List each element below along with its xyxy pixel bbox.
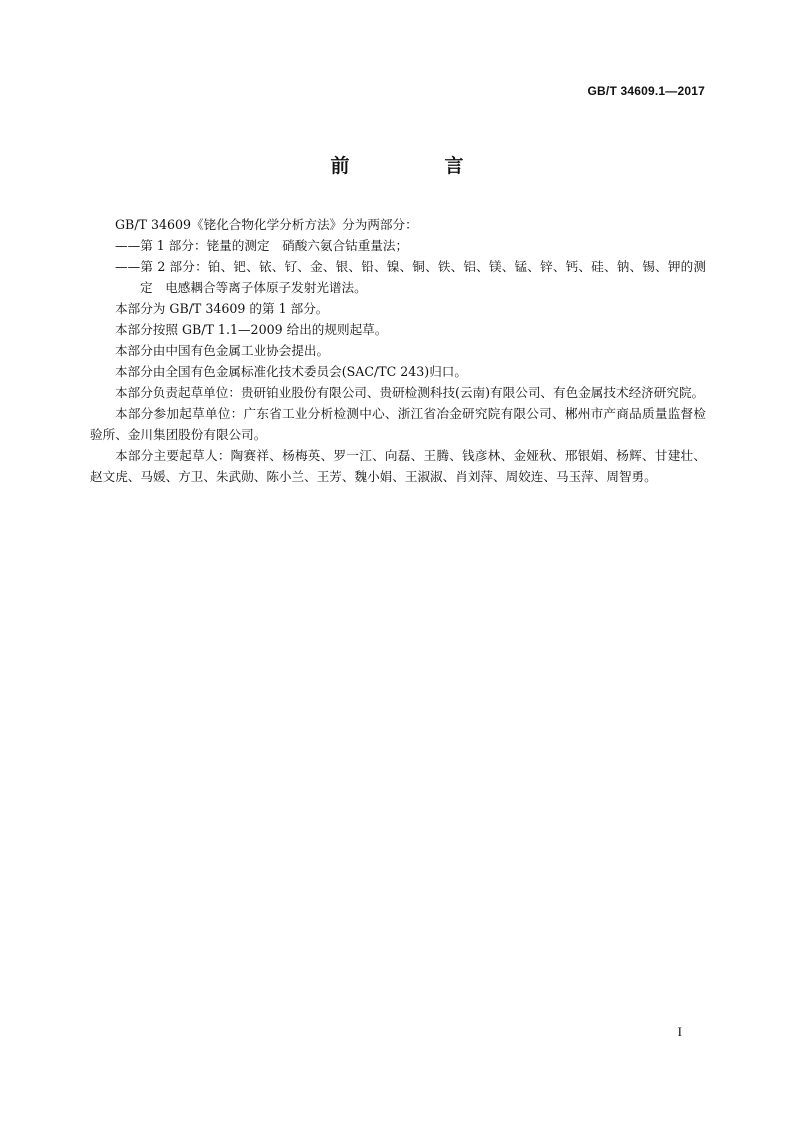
list-item-part-1: ——第 1 部分：铑量的测定 硝酸六氨合钴重量法； [115,238,409,253]
paragraph-proposed-by: 本部分由中国有色金属工业协会提出。 [115,343,330,358]
standard-code: GB/T 34609.1—2017 [587,84,705,98]
paragraph-lead-drafters: 本部分负责起草单位：贵研铂业股份有限公司、贵研检测科技(云南)有限公司、有色金属技术经济研究院。 [115,385,705,400]
paragraph-part-statement: 本部分为 GB/T 34609 的第 1 部分。 [115,301,329,316]
page-title: 前 言 [330,155,502,177]
foreword-body [90,214,706,487]
paragraph-main-drafters: 本部分主要起草人：陶赛祥、杨梅英、罗一江、向磊、王腾、钱彦林、金娅秋、邢银娟、杨辉、甘建壮、赵文虎、马媛、方卫、朱武勋、陈小兰、王芳、魏小娟、王淑淑、肖刘萍、周姣连、马玉萍、周智勇。 [90,448,706,484]
paragraph-centralized-by: 本部分由全国有色金属标准化技术委员会(SAC/TC 243)归口。 [115,364,467,379]
paragraph-participating-drafters: 本部分参加起草单位：广东省工业分析检测中心、浙江省冶金研究院有限公司、郴州市产商品质量监督检验所、金川集团股份有限公司。 [90,406,706,442]
paragraph-drafting-rules: 本部分按照 GB/T 1.1—2009 给出的规则起草。 [115,322,388,337]
list-item-part-2: ——第 2 部分：铂、钯、铱、钌、金、银、铅、镍、铜、铁、铝、镁、锰、锌、钙、硅、钠、锡、钾的测定 电感耦合等离子体原子发射光谱法。 [115,259,706,295]
page-number: I [677,1024,682,1039]
paragraph-series-intro: GB/T 34609《铑化合物化学分析方法》分为两部分： [115,217,418,232]
